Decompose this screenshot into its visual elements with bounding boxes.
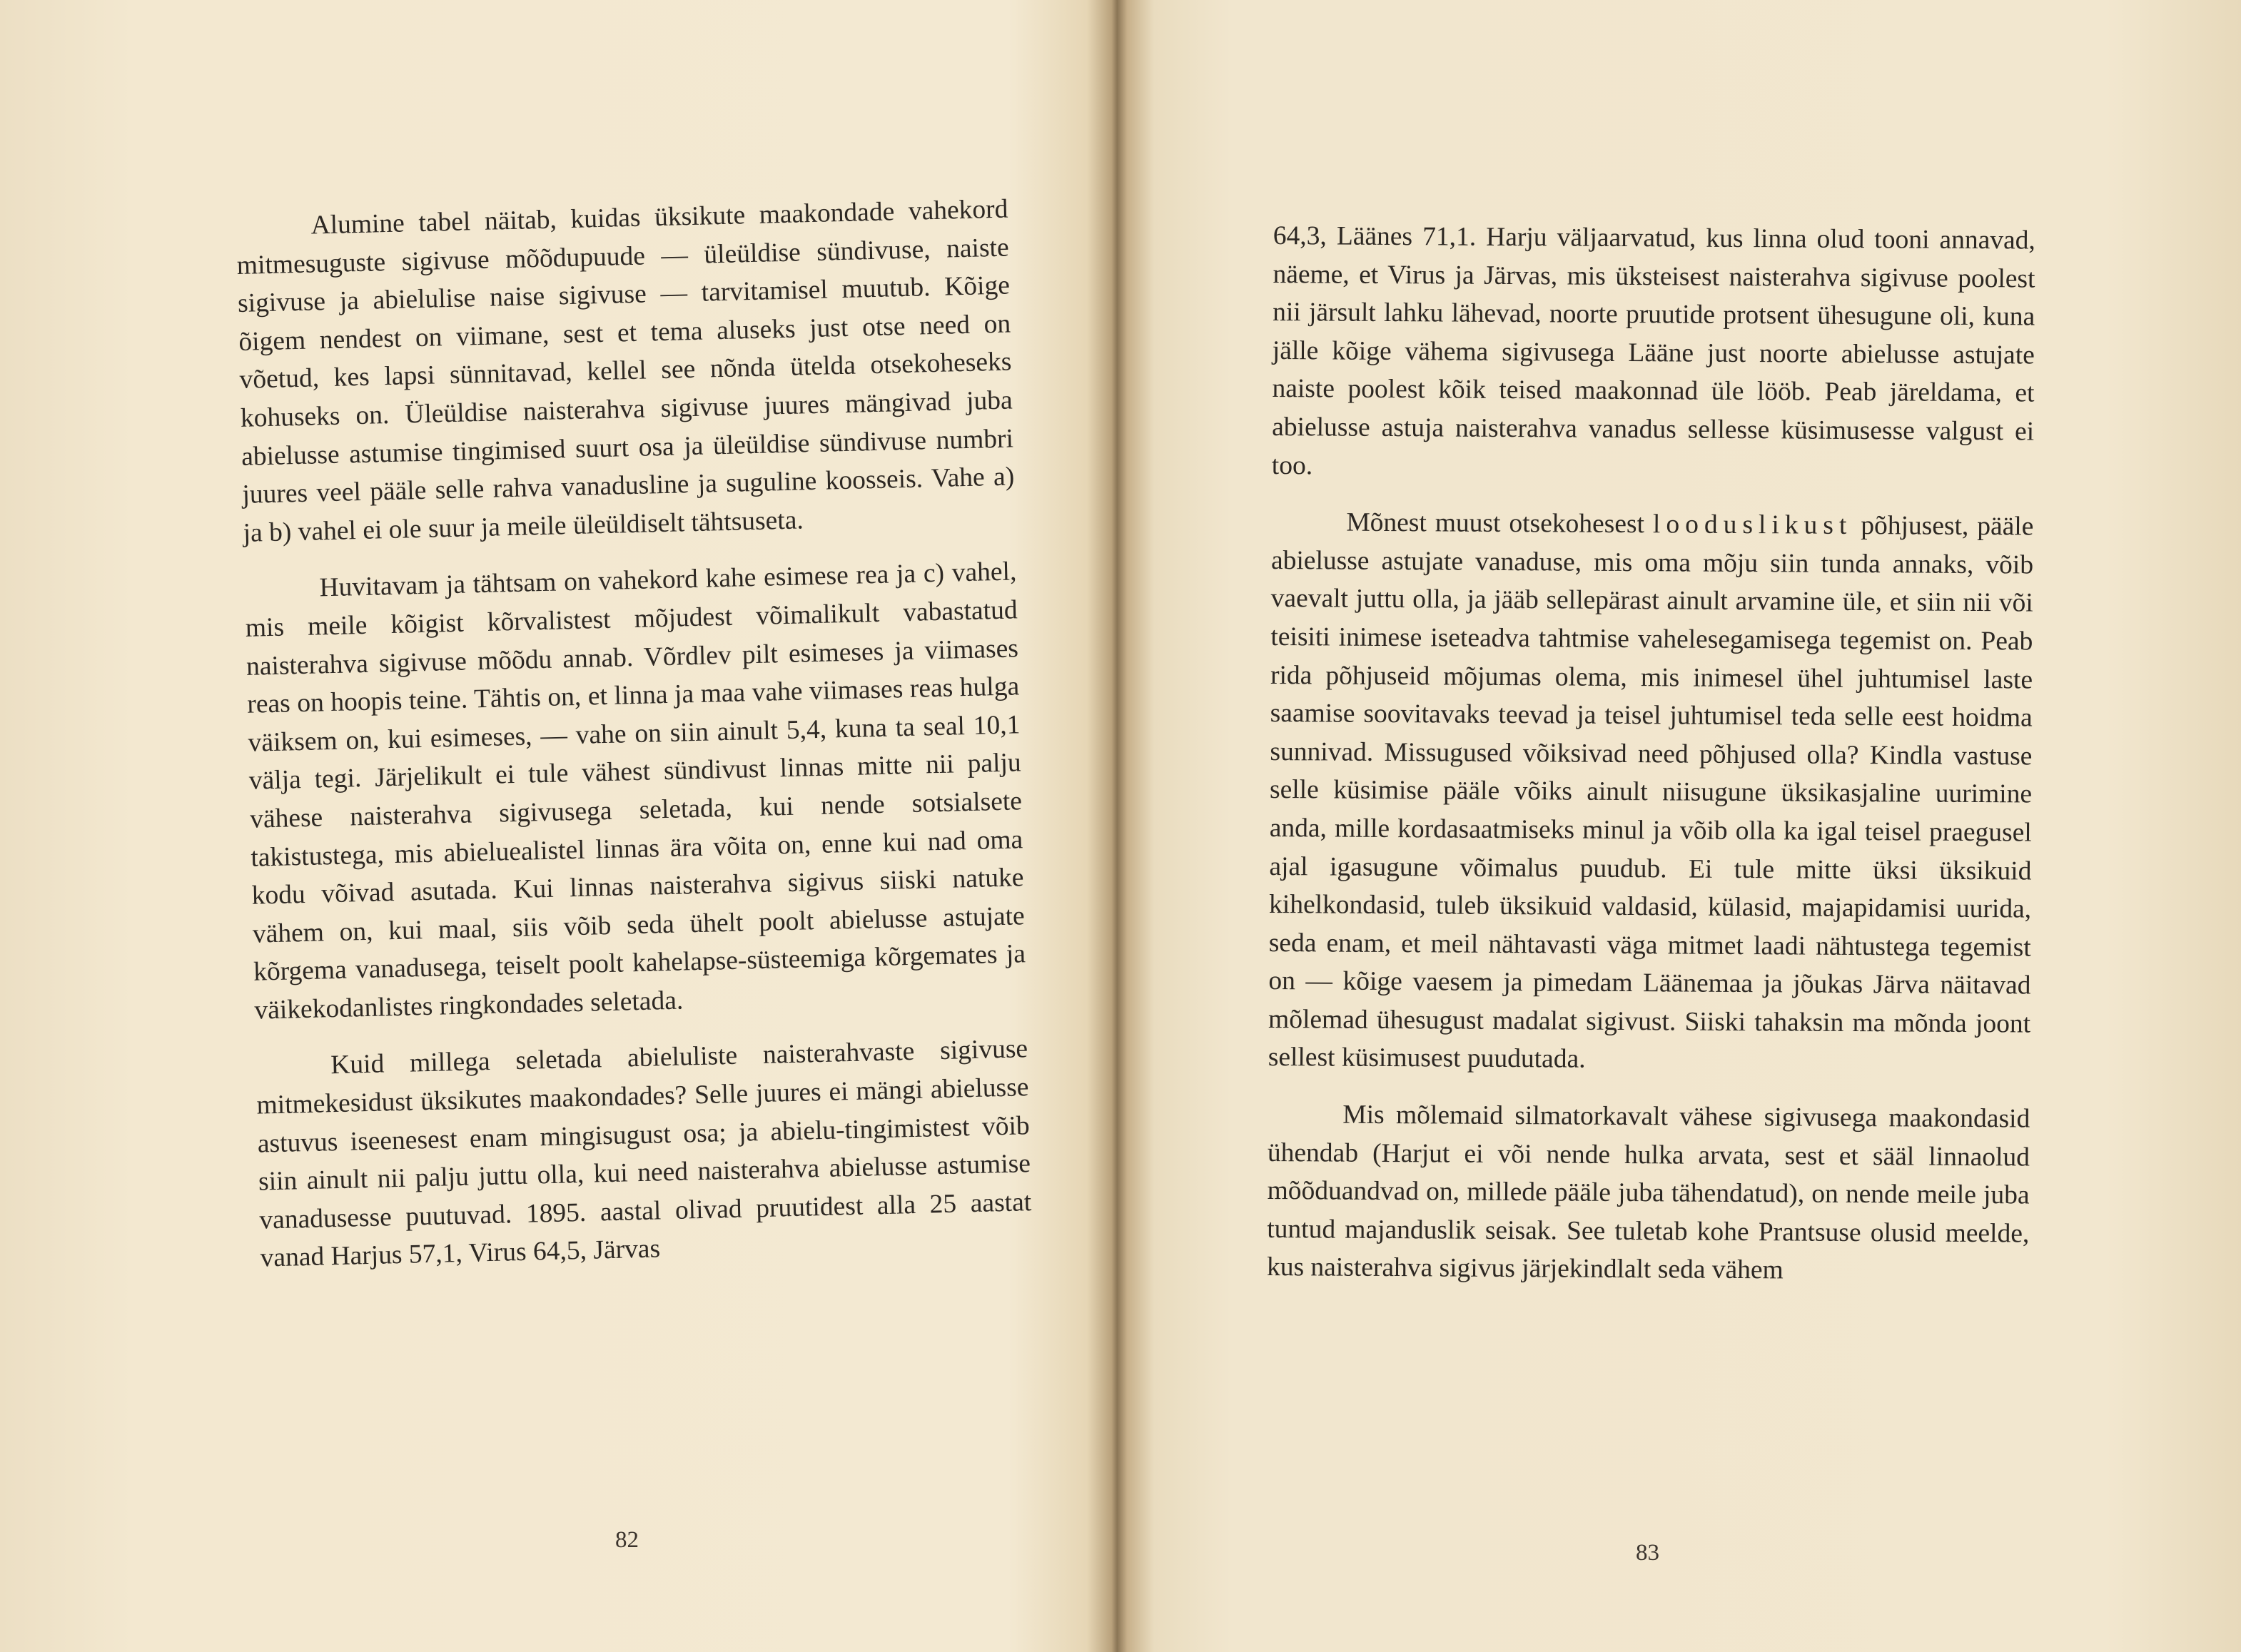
paragraph: 64,3, Läänes 71,1. Harju väljaarvatud, kus linna olud tooni annavad, näeme, et Virus ja Järvas, mis üksteisest naisterahva sigivuse poolest nii järsult lahku lähevad, noorte pruutide protsent ühesugune oli, kuna jälle kõige vähema sigivusega Lääne just noorte abielusse astujate naiste poolest kõik teised maakonnad üle lööb. Peab järeldama, et abielusse astuja naisterahva vanadus sellesse küsimusesse valgust ei too.: [1271, 221, 2035, 480]
right-page: [1120, 0, 2241, 1652]
emphasized-word: looduslikust: [1652, 510, 1853, 541]
paragraph-start: Mõnest muust otsekohesest: [1346, 507, 1645, 539]
left-page: [0, 0, 1120, 1652]
paragraph: Huvitavam ja tähtsam on vahekord kahe esimese rea ja c) vahel, mis meile kõigist kõrvalistest mõjudest võimalikult vabastatud naisterahva sigivuse mõõdu annab. Võrdlev pilt esimeses ja viimases reas on hoopis teine. Tähtis on, et linna ja maa vahe viimases reas hulga väiksem on, kui esimeses, — vahe on siin ainult 5,4, kuna ta seal 10,1 välja tegi. Järjelikult ei tule vähest sündivust linnas mitte nii palju vähese naisterahva sigivusega seletada, kui nende sotsialsete takistustega, mis abieluealistel linnas ära võita on, enne kui nad oma kodu võivad asutada. Kui linnas naisterahva sigivus siiski natuke vähem on, kui maal, siis võib seda ühelt poolt abielusse astujate kõrgema vanadusega, teiselt poolt kahelapse-süsteemiga kõrgemates ja väikekodanlistes ringkondades seletada.: [245, 557, 1026, 1025]
right-page-text: [1267, 217, 2035, 1292]
paragraph: Kuid millega seletada abieluliste naisterahvaste sigivuse mitmekesidust üksikutes maakondades? Selle juures ei mängi abielusse astuvus iseenesest enam mingisugust osa; ja abielu-tingimistest võib siin ainult nii palju juttu olla, kui need naisterahva abielusse astumise vanadusesse puutuvad. 1895. aastal olivad pruutidest alla 25 aastat vanad Harjus 57,1, Virus 64,5, Järvas: [256, 1034, 1032, 1274]
paragraph: Alumine tabel näitab, kuidas üksikute maakondade vahekord mitmesuguste sigivuse mõõdupuude — üleüldise sündivuse, naiste sigivuse ja abielulise naise sigivuse — tarvitamisel muutub. Kõige õigem nendest on viimane, sest et tema aluseks just otse need on võetud, kes lapsi sünnitavad, kellel see nõnda ütelda otsekoheseks kohuseks on. Üleüldise naisterahva sigivuse juures mängivad juba abielusse astumise tingimised suurt osa ja üleüldise sündivuse numbri juures veel pääle selle rahva vanadusline ja suguline koosseis. Vahe a) ja b) vahel ei ole suur ja meile üleüldiselt tähtsuseta.: [236, 194, 1015, 548]
paragraph: Mis mõlemaid silmatorkavalt vähese sigivusega maakondasid ühendab (Harjut ei või nende hulka arvata, sest et sääl linnaolud mõõduandvad on, millede pääle juba tähendatud), on nende meile juba tuntud majanduslik seisak. See tuletab kohe Prantsuse olusid meelde, kus naisterahva sigivus järjekindlalt seda vähem: [1266, 1100, 2030, 1285]
paragraph: [1268, 503, 2034, 1081]
paragraph-rest: põhjusest, pääle abielusse astujate vanaduse, mis oma mõju siin tunda annaks, võib vaevalt juttu olla, ja jääb sellepärast ainult arvamine üle, et siin nii või teisiti inimese iseteadva tahtmise vahelesegamisega tegemist on. Peab rida põhjuseid mõjumas olema, mis inimesel ühel juhtumisel laste saamise soovitavaks teevad ja teisel juhtumisel teda selle eest hoidma sunnivad. Missugused võiksivad need põhjused olla? Kindla vastuse selle küsimise pääle võiks ainult niisugune üksikasjaline uurimine anda, mille kordasaatmiseks minul ja võib olla ka igal teisel praegusel ajal igasugune võimalus puudub. Ei tule mitte üksi üksikuid kihelkondasid, tuleb üksikuid valdasid, külasid, majapidamisi uurida, seda enam, et meil nähtavasti väga mitmet laadi nähtustega tegemist on — kõige vaesem ja pimedam Läänemaa ja jõukas Järva näitavad mõlemad ühesugust madalat sigivust. Siiski tahaksin ma mõnda joont sellest küsimusest puudutada.: [1268, 511, 2034, 1075]
left-page-text: [236, 191, 1033, 1278]
page-number: 83: [1636, 1540, 1659, 1566]
page-number: 82: [615, 1527, 639, 1553]
